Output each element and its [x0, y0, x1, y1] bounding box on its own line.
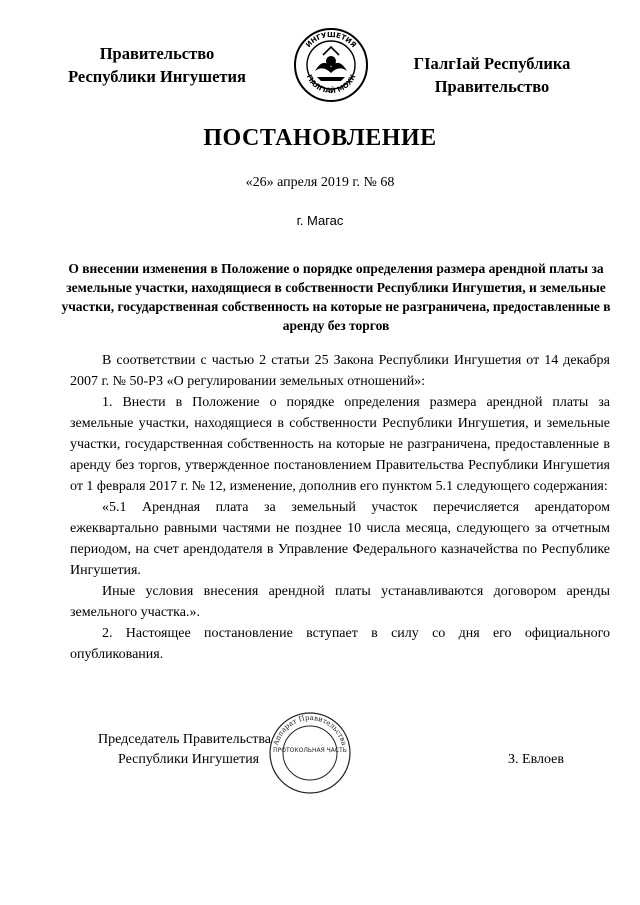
body-paragraph-1: В соответствии с частью 2 статьи 25 Закона Республики Ингушетия от 14 декабря 2007 г. № 50-РЗ «О регулировании земельных отношений»: [70, 353, 610, 389]
header-right [392, 52, 592, 98]
body-paragraph-4: Иные условия внесения арендной платы устанавливаются договором аренды земельного участка.». [70, 584, 610, 620]
stamp-text-inner: ПРОТОКОЛЬНАЯ ЧАСТЬ [273, 747, 347, 754]
coat-of-arms-icon [293, 27, 369, 103]
emblem-text-bottom: ГIАЛГIАЙ МОХК [304, 73, 358, 96]
signature-position-line2: Республики Ингушетия [118, 752, 260, 767]
document-type: ПОСТАНОВЛЕНИЕ [203, 125, 437, 151]
document-body [70, 350, 610, 665]
signature-name: З. Евлоев [508, 752, 564, 767]
body-paragraph-3: «5.1 Арендная плата за земельный участок перечисляется арендатором ежеквартально равными частями не позднее 10 числа месяца, следующего за отчетным периодом, на счет арендодателя в Управление Федерального казначейства по Республике Ингушетия. [70, 500, 610, 578]
signature-position-line1: Председатель Правительства [98, 732, 271, 747]
header-left-line1: Правительство [99, 44, 215, 63]
svg-text:ГIАЛГIАЙ МОХК [305, 73, 358, 95]
stamp-text-outer: Аппарат Правительства [271, 713, 349, 747]
document-city: г. Магас [296, 213, 344, 228]
body-paragraph-2: 1. Внести в Положение о порядке определения размера арендной платы за земельные участки, находящиеся в собственности Республики Ингушетия, и земельные участки, государственная собственность на которые не разграничена, предоставленные в аренду без торгов, утвержденное постановлением Правительства Республики Ингушетия от 1 февраля 2017 г. № 12, изменение, дополнив его пунктом 5.1 следующего содержания: [70, 395, 610, 494]
header-right-line2: Правительство [434, 77, 550, 96]
document-date-number: «26» апреля 2019 г. № 68 [245, 175, 395, 190]
emblem-text-top: ИНГУШЕТИЯ [304, 30, 358, 50]
svg-text:Аппарат Правительства [272, 714, 348, 747]
header-right-line1: ГIалгIай Республика [413, 54, 571, 73]
official-stamp-icon [265, 708, 355, 798]
document-title: О внесении изменения в Положение о порядке определения размера арендной платы за земельные участки, находящиеся в собственности Республики Ингушетия, и земельные участки, государственная собственность на которые не разграничена, предоставленные в аренду без торгов [61, 261, 611, 333]
header-left [52, 42, 262, 88]
body-paragraph-5: 2. Настоящее постановление вступает в силу со дня его официального опубликования. [70, 626, 610, 662]
header-left-line2: Республики Ингушетия [68, 67, 246, 86]
